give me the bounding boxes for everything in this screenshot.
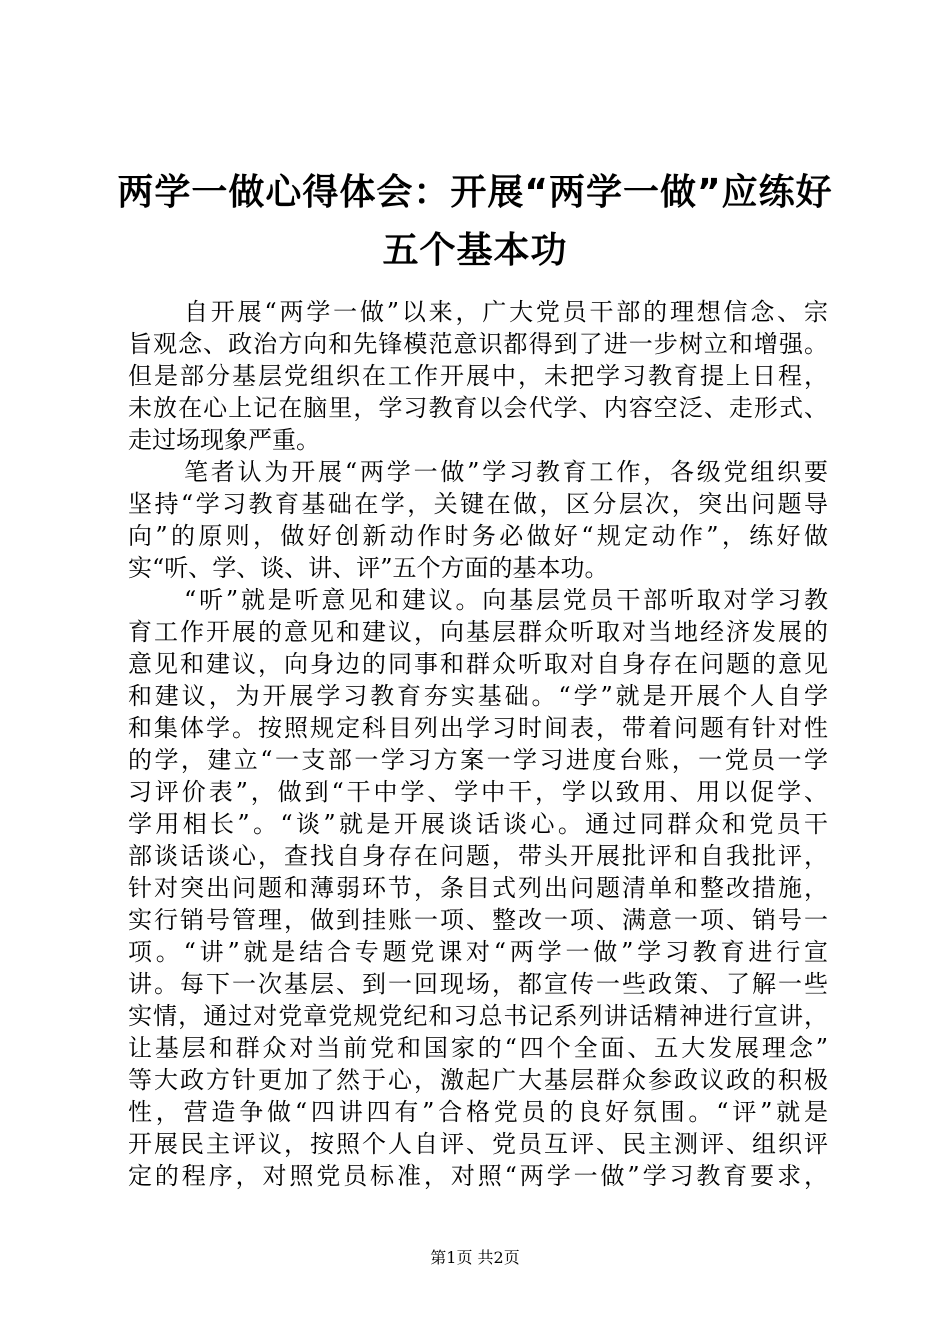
body-line: 育工作开展的意见和建议，向基层群众听取对当地经济发展的	[128, 618, 828, 646]
body-line: 旨观念、政治方向和先锋模范意识都得到了进一步树立和增强。	[128, 330, 828, 358]
body-line: 实行销号管理，做到挂账一项、整改一项、满意一项、销号一	[128, 906, 828, 934]
body-line: 针对突出问题和薄弱环节，条目式列出问题清单和整改措施，	[128, 874, 828, 902]
body-line: 走过场现象严重。	[128, 426, 320, 454]
body-line: 性，营造争做“四讲四有”合格党员的良好氛围。“评”就是	[128, 1098, 828, 1126]
body-line: 项。“讲”就是结合专题党课对“两学一做”学习教育进行宣	[128, 938, 828, 966]
body-line: 习评价表”，做到“干中学、学中干，学以致用、用以促学、	[128, 778, 828, 806]
body-line: 和集体学。按照规定科目列出学习时间表，带着问题有针对性	[128, 714, 828, 742]
body-line: 但是部分基层党组织在工作开展中，未把学习教育提上日程，	[128, 362, 828, 390]
body-line: 定的程序，对照党员标准，对照“两学一做”学习教育要求，	[128, 1162, 828, 1190]
body-line: 让基层和群众对当前党和国家的“四个全面、五大发展理念”	[128, 1034, 828, 1062]
body-line: 未放在心上记在脑里，学习教育以会代学、内容空泛、走形式、	[128, 394, 828, 422]
body-line: 笔者认为开展“两学一做”学习教育工作，各级党组织要	[184, 458, 828, 486]
body-line: 和建议，为开展学习教育夯实基础。“学”就是开展个人自学	[128, 682, 828, 710]
document-title-line-1: 两学一做心得体会：开展“两学一做”应练好	[117, 172, 833, 213]
body-line: 实情，通过对党章党规党纪和习总书记系列讲话精神进行宣讲，	[128, 1002, 828, 1030]
body-line: 学用相长”。“谈”就是开展谈话谈心。通过同群众和党员干	[128, 810, 828, 838]
body-line: 的学，建立“一支部一学习方案一学习进度台账，一党员一学	[128, 746, 828, 774]
body-line: 坚持“学习教育基础在学，关键在做，区分层次，突出问题导	[128, 490, 828, 518]
body-line: 意见和建议，向身边的同事和群众听取对自身存在问题的意见	[128, 650, 828, 678]
body-line: 等大政方针更加了然于心，激起广大基层群众参政议政的积极	[128, 1066, 828, 1094]
document-body	[128, 296, 828, 1192]
body-line: 自开展“两学一做”以来，广大党员干部的理想信念、宗	[184, 298, 828, 326]
page-number-footer: 第1页 共2页	[430, 1248, 520, 1267]
body-line: 讲。每下一次基层、到一回现场，都宣传一些政策、了解一些	[128, 970, 828, 998]
document-title-line-2: 五个基本功	[382, 230, 568, 271]
body-line: 向”的原则，做好创新动作时务必做好“规定动作”，练好做	[128, 522, 828, 550]
body-line: 开展民主评议，按照个人自评、党员互评、民主测评、组织评	[128, 1130, 828, 1158]
body-line: 实“听、学、谈、讲、评”五个方面的基本功。	[128, 554, 609, 582]
body-line: “听”就是听意见和建议。向基层党员干部听取对学习教	[184, 586, 828, 614]
body-line: 部谈话谈心，查找自身存在问题，带头开展批评和自我批评，	[128, 842, 828, 870]
